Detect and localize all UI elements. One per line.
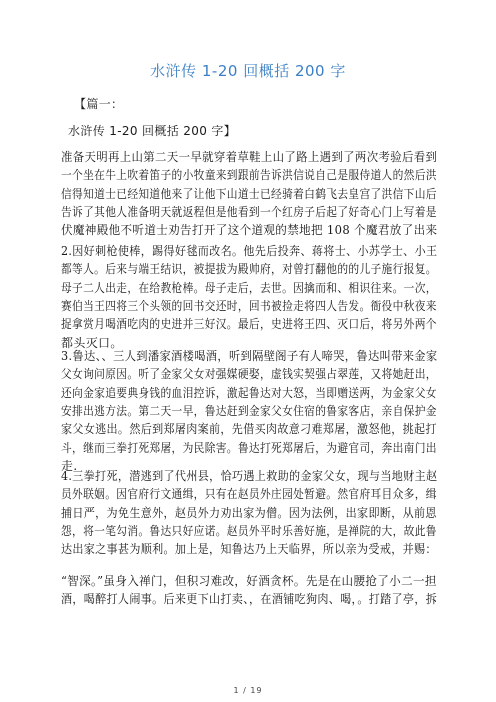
paragraph-line: 赛伯当王四将三个头领的回书交还时，回书被捡走将四人告发。衙役中秋夜来 bbox=[61, 298, 437, 313]
paragraph-line: 还向金家追要典身钱的血泪控诉，激起鲁达对大怒，当即赠送两，为金家父女 bbox=[61, 385, 437, 400]
paragraph-line: 一个坐在牛上吹着笛子的小牧童来到跟前告诉洪信说自己是服侍道人的然后洪 bbox=[61, 168, 437, 183]
paragraph-line: 斗，继而三拳打死郑屠，为民除害。鲁达打死郑屠后，为避官司，奔出南门出 bbox=[61, 440, 437, 455]
paragraph-line: 3.鲁达、、三人到潘家酒楼喝酒，听到隔壁阁子有人啼哭，鲁达叫带来金家 bbox=[61, 349, 438, 363]
paragraph-line: 员外联姻。因官府行文通缉，只有在赵员外庄园处暂避。然官府耳目众多，缉 bbox=[61, 487, 437, 502]
paragraph-line: 都等人。后来与端王结识，被提拔为殿帅府，对曾打翻他的的儿子施行报复。 bbox=[61, 262, 437, 277]
paragraph-line: 准备天明再上山第二天一早就穿着草鞋上山了路上遇到了两次考验后看到 bbox=[61, 150, 438, 164]
paragraph-line: 达出家之事甚为顺利。加上是，知鲁达乃上天临界，所以亲为受戒，并赐： bbox=[61, 542, 437, 557]
document-subtitle: 水浒传 1-20 回概括 200 字】 bbox=[68, 124, 237, 138]
paragraph-line: 4.三拳打死，潜逃到了代州县，恰巧遇上救助的金家父女，现与当地财主赵 bbox=[61, 469, 438, 483]
page-title: 水浒传 1-20 回概括 200 字 bbox=[150, 62, 346, 80]
paragraph-line: 酒，喝醉打人闹事。后来更下山打卖、，在酒铺吃狗肉、喝，。打踏了亭，拆 bbox=[61, 592, 438, 607]
paragraph-line: 家父女逃出。然后到郑屠肉案前，先借买肉故意刁难郑屠，激怒他，挑起打 bbox=[61, 422, 437, 437]
paragraph-line: 母子二人出走，在给教枪棒。母子走后，去世。因擒而和、相识往来。一次， bbox=[61, 280, 437, 295]
paragraph-line: 告诉了其他人准备明天就返程但是他看到一个红房子后起了好奇心门上写着是 bbox=[61, 204, 437, 219]
paragraph-line: 2.因好刺枪使棒，踢得好毬而改名。他先后投奔、蒋将士、小苏学士、小王 bbox=[61, 244, 438, 258]
paragraph-line: 怨，将一笔勾消。鲁达只好应诺。赵员外平时乐善好施，是禅院的大，故此鲁 bbox=[61, 523, 437, 538]
paragraph-line: 捉拿赏月喝酒吃肉的史进并三好汉。最后，史进将王四、灭口后，将另外两个 bbox=[61, 317, 437, 332]
paragraph-line: 走. bbox=[61, 458, 78, 473]
paragraph-line: “智深。”虽身入禅门，但积习难改，好酒贪杯。先是在山腰抢了小二一担 bbox=[61, 574, 437, 588]
paragraph-line: 安排出逃方法。第二天一早，鲁达赶到金家父女住宿的鲁家客店，亲自保护金 bbox=[61, 403, 437, 418]
section-heading: 【篇一： bbox=[74, 97, 124, 111]
paragraph-line: 父女询问原因。听了金家父女对强媒硬娶，虚钱实契强占翠莲，又将她赶出， bbox=[61, 367, 437, 382]
page-number: 1 / 19 bbox=[233, 686, 263, 695]
paragraph-line: 伏魔神殿他不听道士劝告打开了这个道观的禁地把 108 个魔君放了出来 bbox=[61, 223, 438, 238]
paragraph-line: 信得知道士已经知道他来了让他下山道士已经骑着白鹤飞去皇宫了洪信下山后 bbox=[61, 186, 437, 201]
paragraph-line: 捕日严，为免生意外，赵员外力劝出家为僧。因为法例，出家即断，从前恩 bbox=[61, 505, 437, 520]
paragraph-line: 都头灭口。 bbox=[61, 335, 123, 350]
